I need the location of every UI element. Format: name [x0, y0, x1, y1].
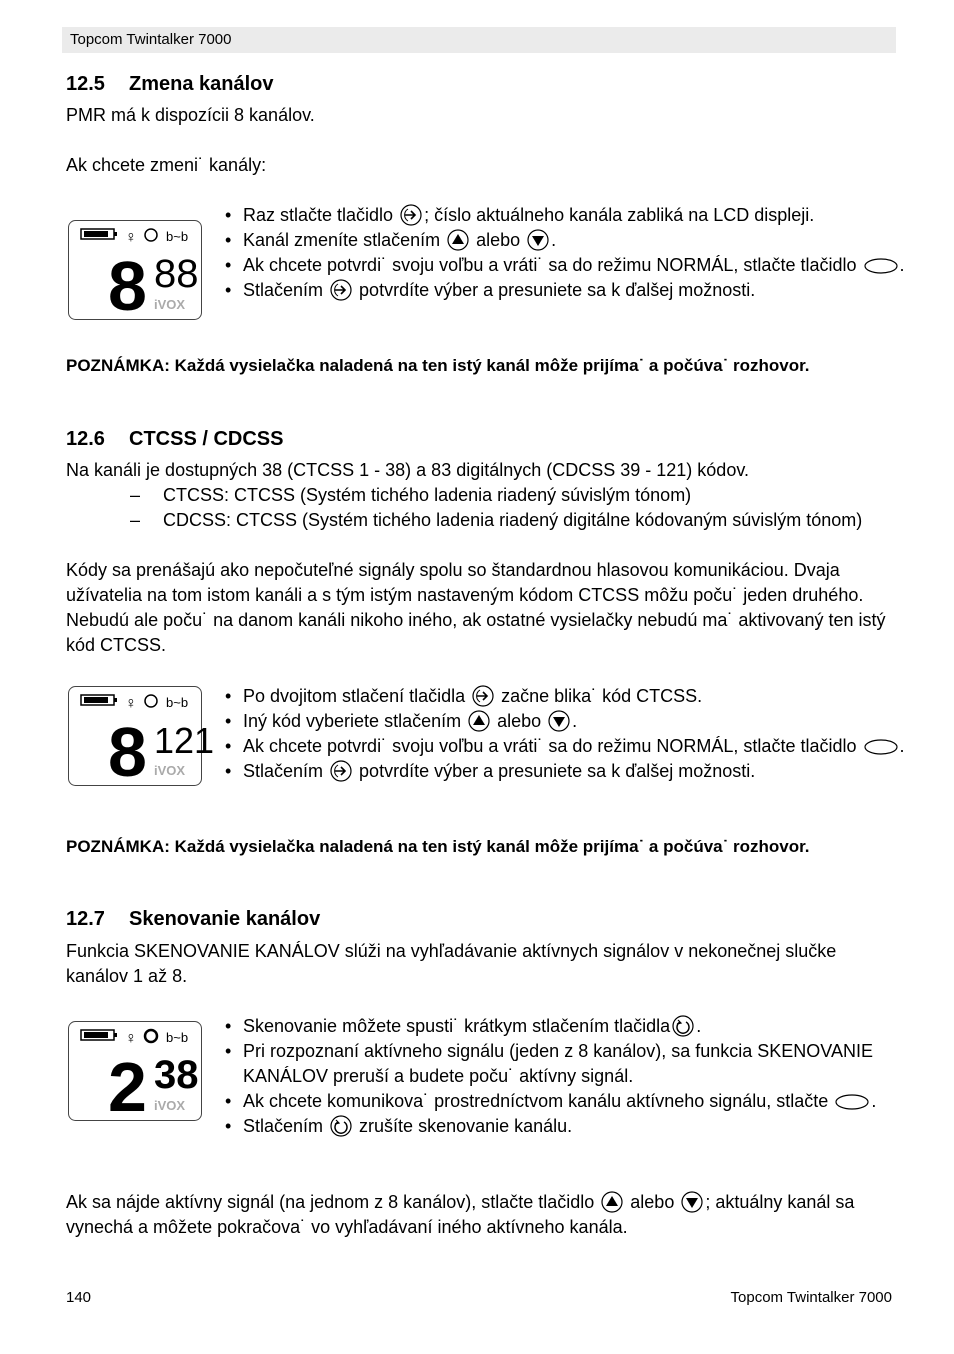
svg-text:♀: ♀	[125, 229, 137, 246]
instruction-list	[225, 203, 905, 303]
section-number: 12.5	[66, 73, 105, 95]
svg-text:b~b: b~b	[166, 1030, 189, 1045]
menu-icon	[400, 204, 422, 226]
list-item: • Po dvojitom stlačení tlačidla začne blika˙ kód CTCSS.	[225, 684, 905, 709]
up-icon	[447, 229, 469, 251]
section-title: Skenovanie kanálov	[129, 908, 321, 930]
list-item: • Iný kód vyberiete stlačením alebo .	[225, 709, 905, 734]
list-item: • Ak chcete potvrdi˙ svoju voľbu a vráti˙ sa do režimu NORMÁL, stlačte tlačidlo .	[225, 734, 905, 759]
down-icon	[527, 229, 549, 251]
lcd-small-digits: 88	[154, 252, 199, 296]
list-item: • Stlačením potvrdíte výber a presuniete sa k ďalšej možnosti.	[225, 278, 905, 303]
running-header	[62, 27, 896, 53]
list-item: • Raz stlačte tlačidlo ; číslo aktuálneho kanála zabliká na LCD displeji.	[225, 203, 905, 228]
dash-item: – CTCSS: CTCSS (Systém tichého ladenia riadený súvislým tónom)	[130, 485, 692, 505]
menu-icon	[330, 279, 352, 301]
list-item: • Skenovanie môžete spusti˙ krátkym stlačením tlačidla .	[225, 1014, 905, 1039]
down-icon	[681, 1191, 703, 1213]
section-title: Zmena kanálov	[129, 73, 274, 95]
ptt-oval-icon	[835, 1094, 869, 1110]
scan-icon	[330, 1115, 352, 1137]
lcd-display-illustration	[68, 686, 215, 791]
paragraph: Funkcia SKENOVANIE KANÁLOV slúži na vyhľadávanie aktívnych signálov v nekonečnej slučke kanálov 1 až 8.	[66, 941, 837, 986]
svg-text:♀: ♀	[125, 1030, 137, 1047]
lcd-display-illustration	[68, 1021, 202, 1126]
lcd-main-digit: 2	[108, 1048, 147, 1126]
note: POZNÁMKA: Každá vysielačka naladená na ten istý kanál môže prijíma˙ a počúva˙ rozhovor.	[66, 356, 810, 375]
menu-icon	[472, 685, 494, 707]
ptt-oval-icon	[864, 258, 898, 274]
lcd-small-digits: 121	[154, 720, 215, 761]
list-item: • Kanál zmeníte stlačením alebo .	[225, 228, 905, 253]
lcd-vox-label: iVOX	[154, 763, 186, 778]
paragraph: PMR má k dispozícii 8 kanálov.	[66, 105, 315, 125]
section-title: CTCSS / CDCSS	[129, 428, 284, 450]
lcd-display-illustration	[68, 220, 202, 325]
menu-icon	[330, 760, 352, 782]
page-number: 140	[66, 1289, 92, 1306]
ptt-oval-icon	[864, 739, 898, 755]
list-item: • Pri rozpoznaní aktívneho signálu (jeden z 8 kanálov), sa funkcia SKENOVANIE KANÁLOV preruší a budete poču˙ aktívny signál.	[225, 1039, 905, 1089]
footer-product: Topcom Twintalker 7000	[730, 1289, 892, 1306]
paragraph: Ak sa nájde aktívny signál (na jednom z 8 kanálov), stlačte tlačidlo alebo ; aktuálny kanál sa vynechá a môžete pokračova˙ vo vyhľadávaní iného aktívneho kanála.	[66, 1192, 855, 1237]
note: POZNÁMKA: Každá vysielačka naladená na ten istý kanál môže prijíma˙ a počúva˙ rozhovor.	[66, 837, 810, 856]
scan-icon	[672, 1015, 694, 1037]
instruction-list	[225, 684, 905, 784]
section-heading	[66, 428, 283, 451]
svg-text:b~b: b~b	[166, 695, 189, 710]
paragraph: Kódy sa prenášajú ako nepočuteľné signály spolu so štandardnou hlasovou komunikáciou. Dvaja užívatelia na tom istom kanáli a s tým istým nastaveným kódom CTCSS môžu poču˙ jeden druhého. Nebudú ale poču˙ na danom kanáli nikoho iného, ak ostatné vysielačky nebudú ma˙ aktivovaný ten istý kód CTCSS.	[66, 560, 886, 655]
lcd-main-digit: 8	[108, 713, 147, 791]
list-item: • Ak chcete potvrdi˙ svoju voľbu a vráti˙ sa do režimu NORMÁL, stlačte tlačidlo .	[225, 253, 905, 278]
section-number: 12.6	[66, 428, 105, 450]
down-icon	[548, 710, 570, 732]
paragraph: Ak chcete zmeni˙ kanály:	[66, 155, 267, 175]
svg-text:b~b: b~b	[166, 229, 189, 244]
lcd-small-digits: 38	[154, 1053, 199, 1097]
paragraph: Na kanáli je dostupných 38 (CTCSS 1 - 38) a 83 digitálnych (CDCSS 39 - 121) kódov.	[66, 460, 749, 480]
svg-text:♀: ♀	[125, 695, 137, 712]
section-heading	[66, 908, 320, 931]
instruction-list	[225, 1014, 905, 1139]
up-icon	[468, 710, 490, 732]
section-number: 12.7	[66, 908, 105, 930]
list-item: • Stlačením potvrdíte výber a presuniete sa k ďalšej možnosti.	[225, 759, 905, 784]
dash-item: – CDCSS: CTCSS (Systém tichého ladenia riadený digitálne kódovaným súvislým tónom)	[130, 510, 863, 530]
list-item: • Stlačením zrušíte skenovanie kanálu.	[225, 1114, 905, 1139]
lcd-main-digit: 8	[108, 247, 147, 325]
lcd-vox-label: iVOX	[154, 1098, 186, 1113]
section-heading	[66, 73, 274, 96]
list-item: • Ak chcete komunikova˙ prostredníctvom kanálu aktívneho signálu, stlačte .	[225, 1089, 905, 1114]
up-icon	[601, 1191, 623, 1213]
lcd-vox-label: iVOX	[154, 297, 186, 312]
header-title: Topcom Twintalker 7000	[70, 31, 232, 48]
